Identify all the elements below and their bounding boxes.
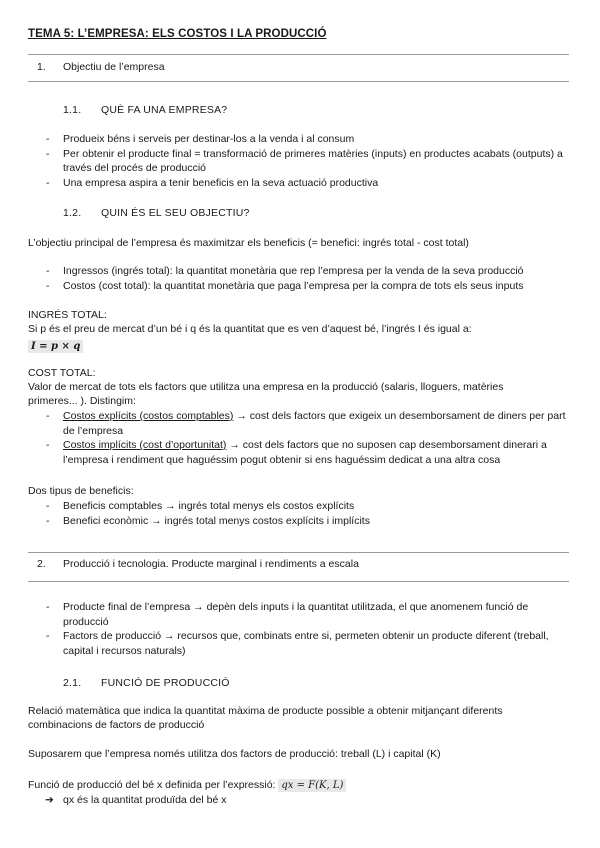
what-company-does-list: [46, 132, 568, 190]
total-income-text: Si p és el preu de mercat d’un bé i q és la quantitat que es ven d’aquest bé, l’ingrés I és igual a:: [28, 323, 472, 335]
list-item: - Costos implícits (cost d’oportunitat) → cost dels factors que no suposen cap desemborsament dinerari a l’empresa i rendiment que haguéssim pogut obtenir si ens haguéssim dedicat a una altra cosa: [46, 439, 547, 466]
production-function-formula: qx = F(K, L): [278, 779, 346, 792]
production-function-definition: Funció de producció del bé x definida per l’expressió: qx = F(K, L): [28, 778, 346, 793]
production-list: [46, 600, 568, 658]
section-2-title: Producció i tecnologia. Producte marginal i rendiments a escala: [63, 558, 359, 570]
list-item: - Benefici econòmic → ingrés total menys costos explícits i implícits: [46, 514, 370, 527]
production-relation-text: Relació matemàtica que indica la quantitat màxima de producte possible a obtenir mitjançant diferents combinacions de factors de producció: [28, 705, 503, 731]
subsection-1-2-number: 1.2.: [63, 207, 82, 219]
subsection-1-1-title: QUÈ FA UNA EMPRESA?: [101, 104, 228, 116]
list-item: - Factors de producció → recursos que, combinats entre si, permeten obtenir un producte diferent (treball, capital i recursos naturals): [46, 630, 549, 657]
list-item: - Beneficis comptables → ingrés total menys els costos explícits: [46, 500, 355, 512]
list-item: - Una empresa aspira a tenir beneficis en la seva actuació productiva: [46, 176, 379, 189]
section-1-title: Objectiu de l’empresa: [63, 61, 165, 73]
list-item: - Per obtenir el producte final = transformació de primeres matèries (inputs) en productes acabats (outputs) a través del procés de producció: [46, 147, 563, 174]
total-income-heading: INGRÉS TOTAL:: [28, 309, 107, 321]
section-1-bottom-rule: [28, 81, 569, 82]
objective-paragraph: L’objectiu principal de l’empresa és maximitzar els beneficis (= benefici: ingrés total - cost total): [28, 237, 469, 249]
subsection-1-1-number: 1.1.: [63, 104, 82, 116]
section-2-number: 2.: [37, 558, 46, 570]
profit-types-list: [46, 499, 568, 528]
profit-types-heading: Dos tipus de beneficis:: [28, 485, 134, 497]
income-cost-list: [46, 264, 568, 293]
assumption-text: Suposarem que l’empresa només utilitza dos factors de producció: treball (L) i capital (K): [28, 748, 441, 760]
total-income-formula: I = p × q: [28, 336, 83, 354]
explicit-costs-term: Costos explícits (costos comptables): [63, 410, 234, 422]
subsection-2-1-title: FUNCIÓ DE PRODUCCIÓ: [101, 677, 230, 689]
list-item: - Costos explícits (costos comptables) → cost dels factors que exigeix un desemborsament de diners per part de l’empresa: [46, 410, 566, 437]
list-item: - Ingressos (ingrés total): la quantitat monetària que rep l’empresa per la venda de la seva producció: [46, 265, 524, 277]
section-2-top-rule: [28, 552, 569, 553]
list-item: - Producte final de l’empresa → depèn dels inputs i la quantitat utilitzada, el que anomenem funció de producció: [46, 601, 529, 628]
subsection-1-2-title: QUIN ÉS EL SEU OBJECTIU?: [101, 207, 250, 219]
qx-note-text: qx és la quantitat produïda del bé x: [63, 794, 227, 806]
cost-types-list: [46, 409, 568, 467]
section-1-top-rule: [28, 54, 569, 55]
subsection-2-1-number: 2.1.: [63, 677, 82, 689]
arrow-icon: ➔: [45, 794, 54, 806]
list-item: - Costos (cost total): la quantitat monetària que paga l’empresa per la compra de tots els seus inputs: [46, 279, 524, 292]
list-item: - Produeix béns i serveis per destinar-los a la venda i al consum: [46, 133, 355, 145]
document-title: TEMA 5: L’EMPRESA: ELS COSTOS I LA PRODUCCIÓ: [28, 28, 327, 40]
implicit-costs-term: Costos implícits (cost d’oportunitat): [63, 439, 227, 451]
total-cost-text: Valor de mercat de tots els factors que utilitza una empresa en la producció (salaris, lloguers, matèries primeres... ). Distingim:: [28, 381, 504, 407]
total-cost-heading: COST TOTAL:: [28, 367, 96, 379]
section-2-bottom-rule: [28, 581, 569, 582]
section-1-number: 1.: [37, 61, 46, 73]
